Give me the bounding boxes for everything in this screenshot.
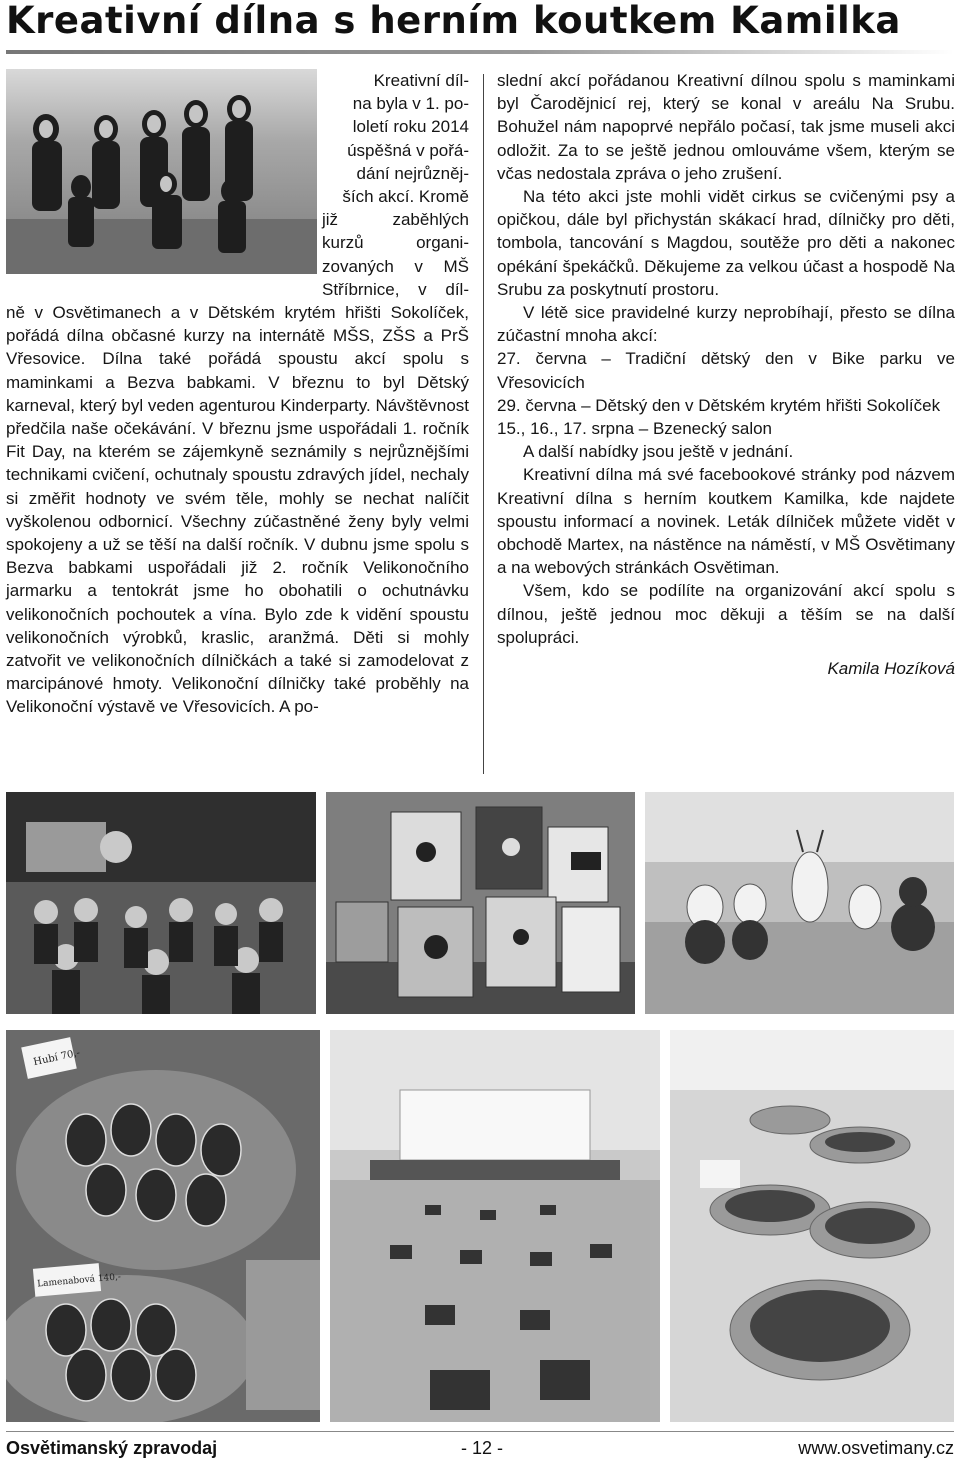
group-photo — [6, 69, 317, 274]
fitday-hall-photo — [330, 1030, 660, 1422]
right-paragraph-1: slední akcí pořádanou Kreativní dílnou spolu s maminkami byl Čarodějnicí rej, který se konal v areálu Na Srubu. Bohužel nám napoprvé nepřálo počasí, tak jsme museli akci odložit. Za to se ještě jednou omlouváme všem, kterým se včas nedostala zpráva o jeho zrušení. — [497, 71, 955, 183]
intro-line: Kreativní díl- — [373, 71, 469, 90]
left-body-paragraph: ně v Osvětimanech a v Dětském krytém hřišti Sokolíček, pořádá dílna občasné kurzy na internátě MŠS, ZŠS a PrŠ Vřesovice. Dílna také pořádá spoustu akcí spolu s maminkami a Bezva babkami. V březnu to byl Dětský karneval, který byl veden agenturou Kinderparty. Návštěvnost předčila naše očekávání. V březnu jsme uspořádali 1. ročník Fit Day, na kterém se zájemkyně seznámily s nejrůznějšími technikami cvičení, ochutnaly spoustu zdravých jídel, nechaly si změřit hodnoty ve svém těle, mohly se nechat nalíčit vyškolenou odbornicí. Všechny zúčastněné ženy byly velmi spokojeny a už se těší na další ročník. V dubnu jsme spolu s Bezva babkami uspořádali již 2. ročník Velikonočního jarmarku a tentokrát jsme ho obohatili o ochutnávku velikonočních pochoutek a vína. Bylo zde k vidění spoustu velikonočních výrobků, kraslic, aranžmá. Děti si mohly zatvořit ve velikonočních dílničkách a také si zamodelovat z marcipánové hmoty. Velikonoční dílničky také proběhly na Velikonoční výstavě ve Vřesovicích. A po- — [6, 303, 469, 717]
left-intro — [322, 69, 469, 301]
right-paragraph-3: V létě sice pravidelné kurzy neprobíhají, přesto se dílna zúčastní mnoha akcí: — [497, 303, 955, 346]
intro-line: na byla v 1. po- — [352, 94, 469, 114]
intro-line: dání nejrůzněj- — [356, 163, 469, 183]
event-item: 15., 16., 17. srpna – Bzenecký salon — [497, 419, 773, 439]
figures-photo — [645, 792, 954, 1014]
right-paragraph-4: A další nabídky jsou ještě v jednání. — [523, 442, 794, 462]
page-number: - 12 - — [461, 1438, 504, 1458]
website-link[interactable]: www.osvetimany.cz — [798, 1438, 954, 1458]
footer-rule — [6, 1431, 954, 1432]
intro-line: úspěšná v pořá- — [347, 140, 469, 160]
easter-eggs-photo — [6, 1030, 320, 1422]
publication-name: Osvětimanský zpravodaj — [6, 1438, 218, 1458]
intro-line: zovaných v MŠ — [322, 256, 469, 276]
carnival-photo — [6, 792, 316, 1014]
signature: Kamila Hozíková — [827, 659, 955, 679]
crafts-photo — [326, 792, 635, 1014]
article-title: Kreativní dílna s herním koutkem Kamilka — [6, 0, 901, 42]
intro-line: již zaběhlých — [322, 210, 469, 230]
event-item: 29. června – Dětský den v Dětském krytém hřišti Sokolíček — [497, 395, 941, 415]
intro-line: loletí roku 2014 — [352, 117, 469, 137]
page-footer — [6, 1436, 954, 1460]
egg-price-label: Lamenabová 140,- — [36, 1272, 122, 1290]
column-divider — [483, 74, 484, 774]
right-column — [497, 69, 955, 680]
right-paragraph-5: Kreativní dílna má své facebookové stránky pod názvem Kreativní dílna s herním koutkem Kamilka, kde najdete spoustu informací a novinek. Leták dílniček můžete vidět v obchodě Martex, na nástěnce na náměstí, v MŠ Osvětimany a na webových stránkách Osvětiman. — [497, 465, 955, 578]
food-photo — [670, 1030, 954, 1422]
right-paragraph-2: Na této akci jste mohli vidět cirkus se cvičenými psy a opičkou, dále byl přichystán skákací hrad, dílničky pro děti, tombola, tancování s Magdou, soutěže pro děti a nakonec opékání špekáčků. Děkujeme za velkou účast a hospodě Na Srubu za poskytnutí prostoru. — [497, 187, 955, 299]
egg-price-label: Hubí 70,- — [32, 1047, 82, 1069]
event-item: 27. června – Tradiční dětský den v Bike parku ve Vřesovicích — [497, 349, 955, 392]
intro-line: ších akcí. Kromě — [342, 187, 469, 207]
title-rule — [6, 50, 954, 54]
intro-line: Stříbrnice, v díl- — [322, 279, 469, 299]
right-paragraph-6: Všem, kdo se podílíte na organizování akcí spolu s dílnou, ještě jednou moc děkuji a těším se na další spolupráci. — [497, 581, 955, 647]
intro-line: kurzů organi- — [322, 233, 469, 253]
left-body — [6, 301, 469, 719]
